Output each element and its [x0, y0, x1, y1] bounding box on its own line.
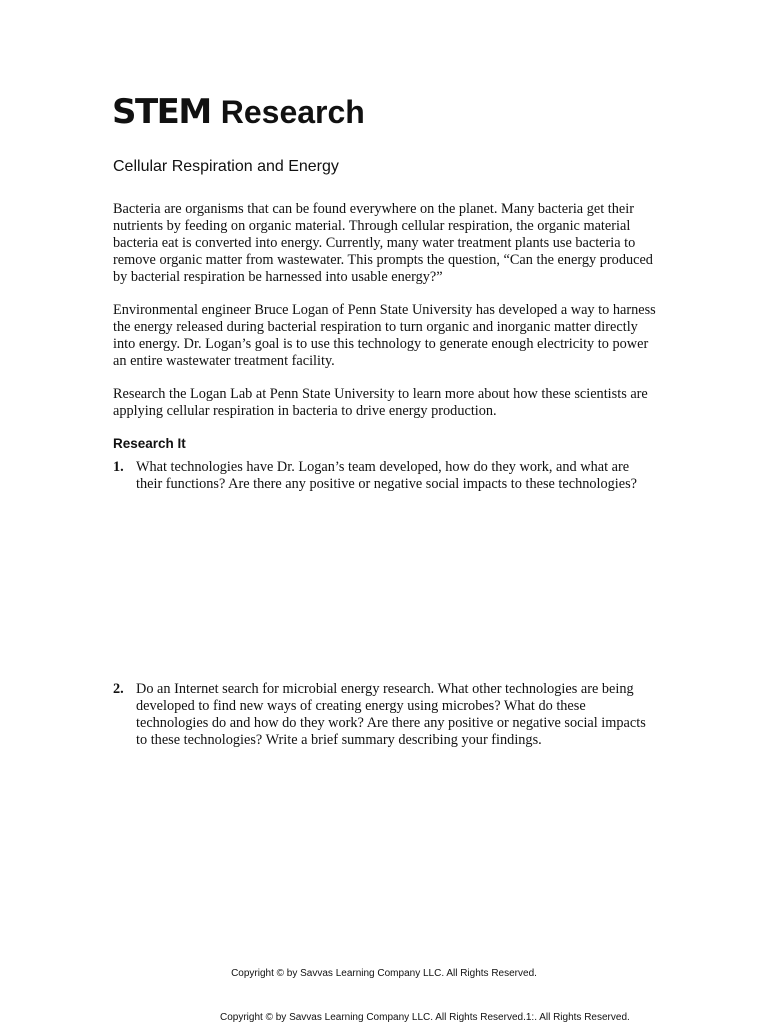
- section-heading: Research It: [113, 436, 186, 451]
- title-text: Research: [220, 94, 365, 130]
- paragraph-intro: Bacteria are organisms that can be found everywhere on the planet. Many bacteria get their nutrients by feeding on organic material. Through cellular respiration, the organic material bacteria eat is converted into energy. Currently, many water treatment plants use bacteria to remove organic matter from wastewater. This prompts the question, “Can the energy produced by bacterial respiration be harnessed into usable energy?”: [113, 201, 653, 285]
- question-number: 1.: [113, 459, 124, 475]
- question-item: [113, 681, 658, 749]
- copyright-notice-repeat: Copyright © by Savvas Learning Company LLC. All Rights Reserved.1:. All Rights Reserved.: [220, 1012, 630, 1023]
- paragraph-logan: Environmental engineer Bruce Logan of Penn State University has developed a way to harness the energy released during bacterial respiration to turn organic and inorganic matter directly into energy. Dr. Logan’s goal is to use this technology to generate enough electricity to power an entire wastewater treatment facility.: [113, 302, 656, 369]
- question-item: [113, 459, 658, 493]
- stem-logo: STEM: [112, 92, 211, 132]
- question-number: 2.: [113, 681, 124, 697]
- paragraph-instructions: Research the Logan Lab at Penn State University to learn more about how these scientists are applying cellular respiration in bacteria to drive energy production.: [113, 386, 648, 419]
- page-title: [112, 92, 365, 132]
- question-text: What technologies have Dr. Logan’s team developed, how do they work, and what are their functions? Are there any positive or negative social impacts to these technologies?: [136, 459, 638, 492]
- question-text: Do an Internet search for microbial energy research. What other technologies are being developed to find new ways of creating energy using microbes? What do these technologies do and how do they work? Are there any positive or negative social impacts to these technologies? Write a brief summary describing your findings.: [136, 681, 646, 748]
- copyright-notice: Copyright © by Savvas Learning Company LLC. All Rights Reserved.: [231, 968, 537, 979]
- subtitle: Cellular Respiration and Energy: [113, 158, 339, 175]
